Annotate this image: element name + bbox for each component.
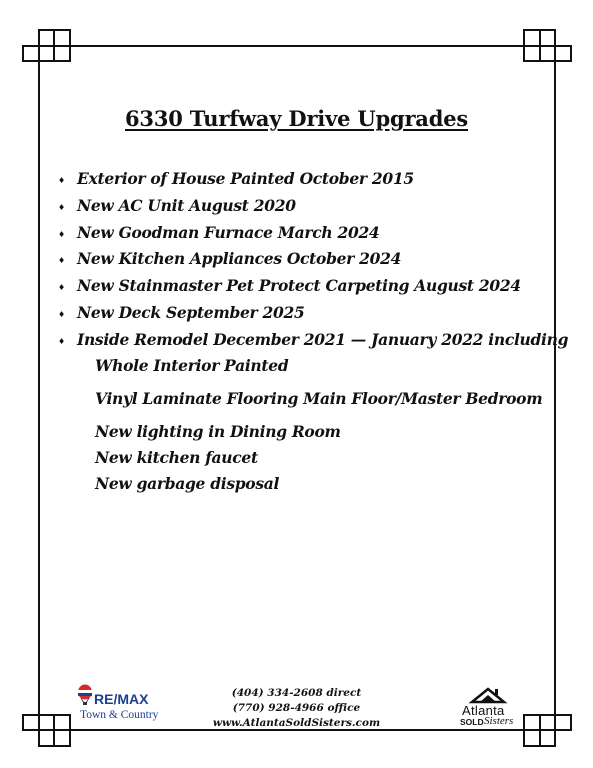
bullet-icon: ♦ bbox=[58, 309, 65, 319]
direct-phone: (404) 334-2608 direct bbox=[231, 687, 362, 699]
bullet-icon: ♦ bbox=[58, 255, 65, 265]
bullet-icon: ♦ bbox=[58, 229, 65, 239]
remax-logo-name: RE/MAX bbox=[94, 691, 149, 707]
bullet-icon: ♦ bbox=[58, 202, 65, 212]
sub-list-item: Whole Interior Painted bbox=[95, 356, 289, 375]
list-item-text: New Deck September 2025 bbox=[77, 303, 305, 322]
bullet-icon: ♦ bbox=[58, 175, 65, 185]
list-item-text: New Stainmaster Pet Protect Carpeting August 2024 bbox=[77, 276, 521, 295]
document-title: 6330 Turfway Drive Upgrades bbox=[125, 106, 468, 131]
sub-list-item: New kitchen faucet bbox=[95, 448, 258, 467]
remax-logo-subtitle: Town & Country bbox=[80, 709, 159, 721]
house-roof-icon bbox=[468, 686, 508, 704]
atlanta-logo-name: Atlanta bbox=[462, 703, 505, 718]
list-item-text: New AC Unit August 2020 bbox=[77, 196, 296, 215]
list-item-text: Exterior of House Painted October 2015 bbox=[77, 169, 414, 188]
list-item-text: Inside Remodel December 2021 — January 2022 including bbox=[77, 330, 569, 349]
bullet-icon: ♦ bbox=[58, 336, 65, 346]
office-phone: (770) 928-4966 office bbox=[232, 702, 361, 714]
bullet-icon: ♦ bbox=[58, 282, 65, 292]
sub-list-item: New garbage disposal bbox=[95, 474, 280, 493]
sub-list-item: Vinyl Laminate Flooring Main Floor/Master Bedroom bbox=[95, 389, 543, 408]
website-link: www.AtlantaSoldSisters.com bbox=[212, 717, 381, 729]
list-item-text: New Kitchen Appliances October 2024 bbox=[77, 249, 402, 268]
list-item-text: New Goodman Furnace March 2024 bbox=[77, 223, 380, 242]
atlanta-logo-sisters: Sisters bbox=[484, 715, 514, 727]
outer-border bbox=[39, 46, 555, 730]
sub-list-item: New lighting in Dining Room bbox=[95, 422, 341, 441]
atlanta-sold-sisters-logo bbox=[448, 684, 528, 736]
atlanta-logo-sold: SOLD bbox=[460, 717, 484, 727]
